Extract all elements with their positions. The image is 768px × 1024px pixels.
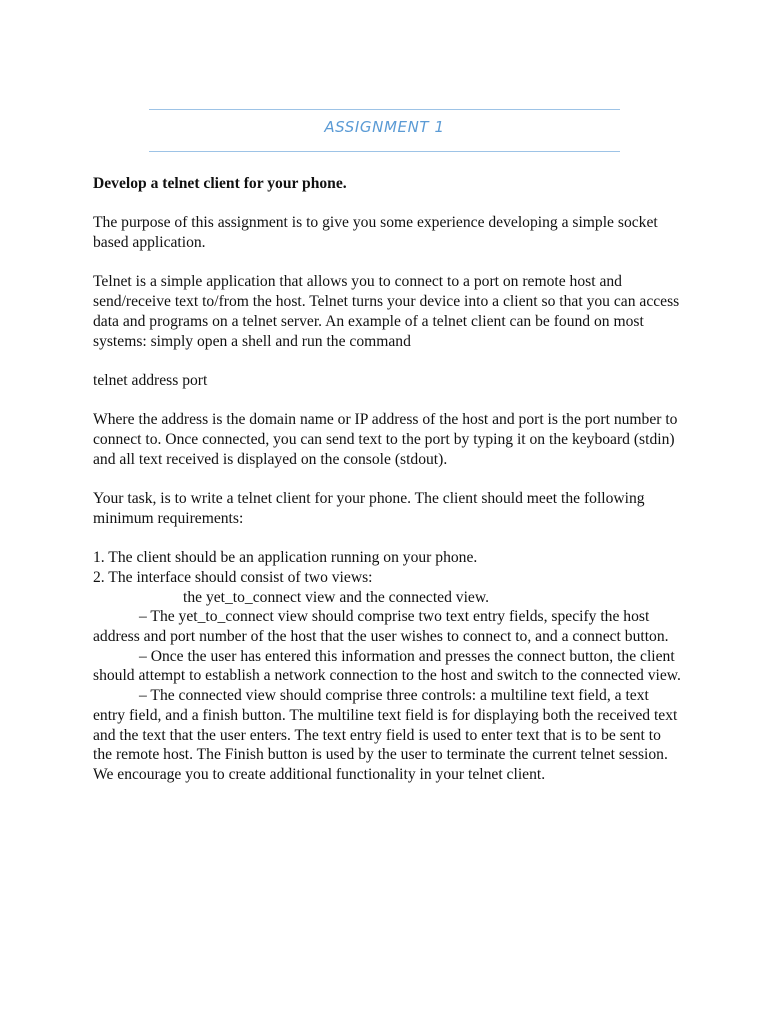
requirement-item-1: 1. The client should be an application running on your phone. (93, 549, 478, 567)
requirements-list (93, 548, 683, 784)
requirement-sub-connected-view: – The connected view should comprise three controls: a multiline text field, a text entry field, and a finish button. The multiline text field is for displaying both the received text and the text that the user enters. The text entry field is used to enter text that is to be sent to the remote host. The Finish button is used by the user to terminate the current telnet session. We encourage you to create additional functionality in your telnet client. (93, 687, 678, 783)
task-paragraph: Your task, is to write a telnet client for your phone. The client should meet the following minimum requirements: (93, 490, 645, 527)
requirement-sub-connect-action: – Once the user has entered this information and presses the connect button, the client should attempt to establish a network connection to the host and switch to the connected view. (93, 647, 681, 685)
command-line: telnet address port (93, 371, 208, 389)
requirement-item-2: 2. The interface should consist of two views: (93, 568, 373, 586)
address-explanation-paragraph: Where the address is the domain name or IP address of the host and port is the port number to connect to. Once connected, you can send text to the port by typing it on the keyboard (stdin) and all text received is displayed on the console (stdout). (93, 411, 678, 468)
title-rule-bottom (149, 151, 620, 152)
views-line: the yet_to_connect view and the connected view. (183, 588, 489, 606)
document-body (93, 174, 683, 785)
telnet-intro-paragraph: Telnet is a simple application that allows you to connect to a port on remote host and send/receive text to/from the host. Telnet turns your device into a client so that you can access data and programs on a telnet server. An example of a telnet client can be found on most systems: simply open a shell and run the command (93, 273, 680, 350)
purpose-paragraph: The purpose of this assignment is to give you some experience developing a simple socket based application. (93, 214, 658, 252)
requirement-sub-yet-to-connect: – The yet_to_connect view should comprise two text entry fields, specify the host address and port number of the host that the user wishes to connect to, and a connect button. (93, 608, 669, 646)
document-title: ASSIGNMENT 1 (324, 118, 445, 136)
assignment-heading: Develop a telnet client for your phone. (93, 175, 347, 192)
title-rule-top (149, 109, 620, 110)
